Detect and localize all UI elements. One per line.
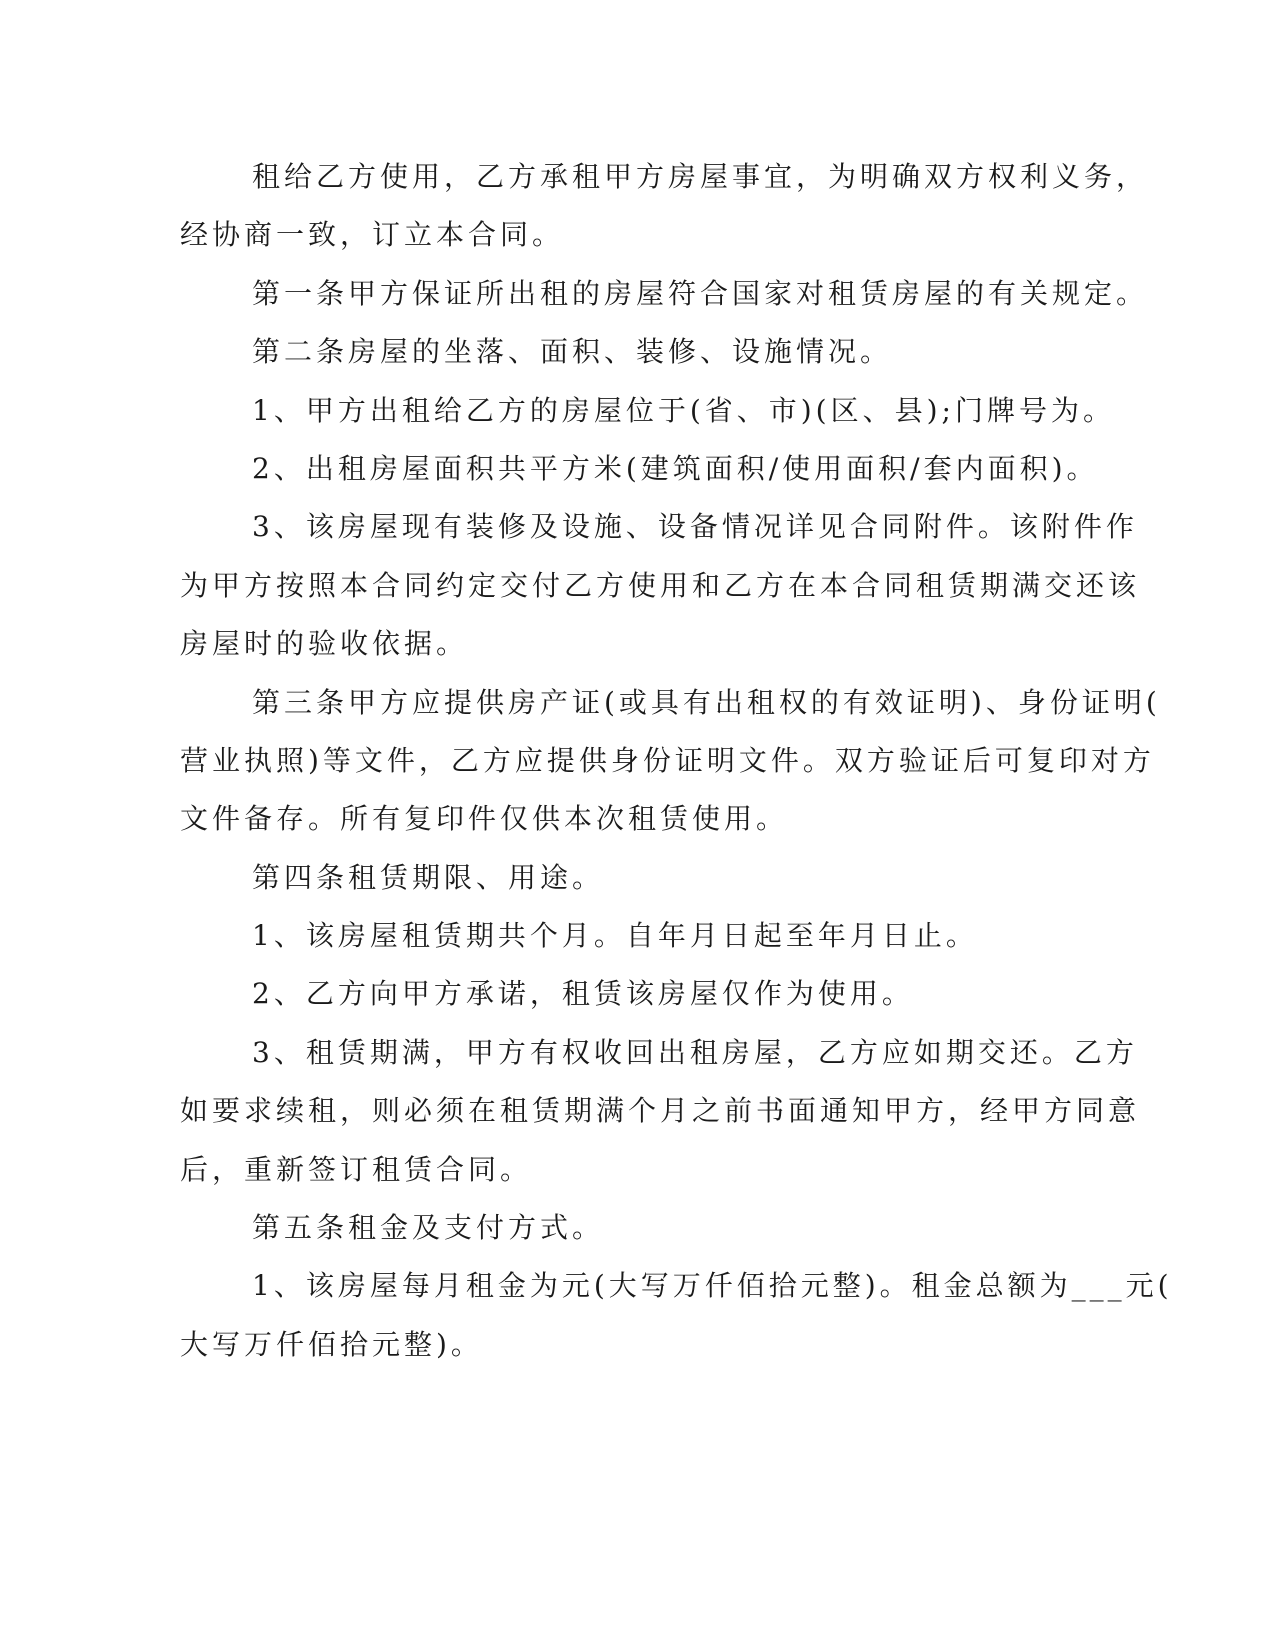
text-line: 1、该房屋每月租金为元(大写万仟佰拾元整)。租金总额为___元( bbox=[252, 1269, 1173, 1303]
text-line: 第三条甲方应提供房产证(或具有出租权的有效证明)、身份证明( bbox=[252, 685, 1161, 719]
text-line: 后，重新签订租赁合同。 bbox=[180, 1152, 533, 1186]
text-line: 租给乙方使用，乙方承租甲方房屋事宜，为明确双方权利义务， bbox=[252, 160, 1149, 193]
text-line: 营业执照)等文件，乙方应提供身份证明文件。双方验证后可复印对方 bbox=[180, 743, 1155, 777]
text-line: 2、乙方向甲方承诺，租赁该房屋仅作为使用。 bbox=[252, 977, 914, 1011]
text-line: 为甲方按照本合同约定交付乙方使用和乙方在本合同租赁期满交还该 bbox=[180, 568, 1141, 602]
text-line: 房屋时的验收依据。 bbox=[180, 627, 469, 661]
text-line: 1、该房屋租赁期共个月。自年月日起至年月日止。 bbox=[252, 919, 978, 953]
text-line: 3、该房屋现有装修及设施、设备情况详见合同附件。该附件作 bbox=[252, 510, 1138, 544]
text-line: 大写万仟佰拾元整)。 bbox=[180, 1327, 483, 1361]
text-line: 2、出租房屋面积共平方米(建筑面积/使用面积/套内面积)。 bbox=[252, 451, 1099, 485]
text-line: 3、租赁期满，甲方有权收回出租房屋，乙方应如期交还。乙方 bbox=[252, 1035, 1138, 1069]
text-line: 如要求续租，则必须在租赁期满个月之前书面通知甲方，经甲方同意 bbox=[180, 1094, 1141, 1128]
text-line: 1、甲方出租给乙方的房屋位于(省、市)(区、县);门牌号为。 bbox=[252, 393, 1115, 427]
text-line: 文件备存。所有复印件仅供本次租赁使用。 bbox=[180, 802, 789, 836]
text-line: 第四条租赁期限、用途。 bbox=[252, 860, 605, 894]
text-line: 经协商一致，订立本合同。 bbox=[180, 218, 565, 252]
document-page bbox=[180, 148, 1173, 1374]
text-line: 第二条房屋的坐落、面积、装修、设施情况。 bbox=[252, 335, 893, 369]
text-line: 第一条甲方保证所出租的房屋符合国家对租赁房屋的有关规定。 bbox=[252, 276, 1149, 310]
text-line: 第五条租金及支付方式。 bbox=[252, 1211, 605, 1245]
